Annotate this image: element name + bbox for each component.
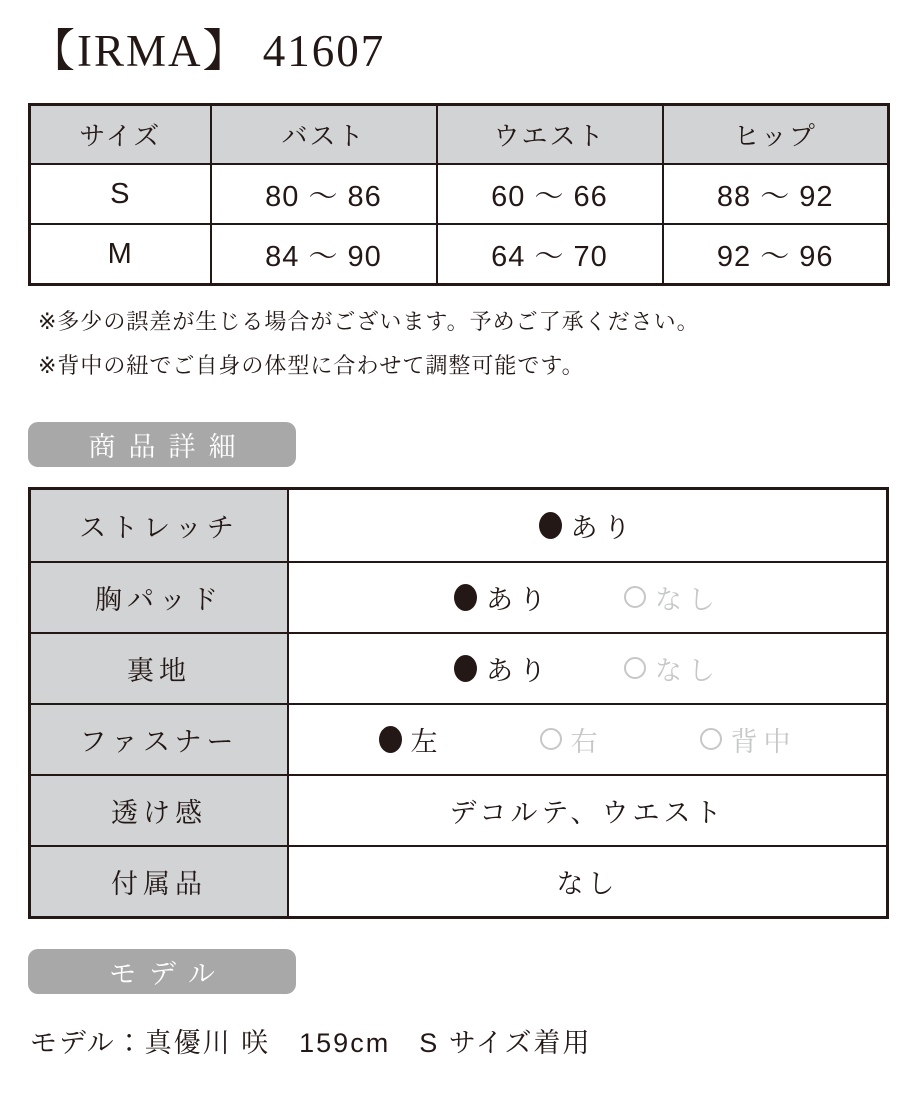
- option-marker-icon: [379, 726, 402, 753]
- detail-row-fastener: [31, 703, 886, 774]
- detail-label: 裏地: [31, 634, 289, 703]
- detail-row-accessories: [31, 845, 886, 916]
- option-marker-icon: [539, 512, 562, 539]
- size-m-bust: 84 ～ 90: [211, 224, 437, 284]
- size-s-hip: 88 ～ 92: [663, 164, 889, 224]
- size-s-cell: S: [30, 164, 211, 224]
- note-line: ※多少の誤差が生じる場合がございます。予めご了承ください。: [38, 308, 700, 334]
- table-row: [30, 224, 889, 284]
- option-marker-icon: [540, 728, 562, 750]
- detail-row-stretch: [31, 490, 886, 561]
- hip-column-header: ヒップ: [663, 104, 889, 164]
- option-fastener-back: 背中: [700, 720, 797, 759]
- option-lining-ari: あり: [454, 649, 552, 688]
- option-marker-icon: [624, 657, 646, 679]
- page-title: 【IRMA】 41607: [30, 26, 386, 76]
- option-fastener-right: 右: [540, 720, 604, 759]
- option-lining-nashi: なし: [624, 649, 721, 688]
- size-notes: [38, 308, 920, 380]
- model-heading-badge: モデル: [28, 949, 296, 994]
- detail-label: 付属品: [31, 847, 289, 916]
- detail-label: ストレッチ: [31, 490, 289, 561]
- size-table-header-row: [30, 104, 889, 164]
- detail-label: ファスナー: [31, 705, 289, 774]
- detail-value: デコルテ、ウエスト: [289, 776, 886, 845]
- detail-label: 胸パッド: [31, 563, 289, 632]
- product-details-table: [28, 487, 889, 919]
- option-marker-icon: [624, 586, 646, 608]
- option-fastener-left: 左: [379, 720, 444, 759]
- waist-column-header: ウエスト: [437, 104, 663, 164]
- size-m-cell: M: [30, 224, 211, 284]
- detail-row-sheerness: [31, 774, 886, 845]
- detail-value: なし: [289, 847, 886, 916]
- size-m-waist: 64 ～ 70: [437, 224, 663, 284]
- option-stretch-ari: あり: [539, 506, 637, 545]
- size-column-header: サイズ: [30, 104, 211, 164]
- detail-row-lining: [31, 632, 886, 703]
- size-s-waist: 60 ～ 66: [437, 164, 663, 224]
- size-table: [28, 103, 890, 286]
- option-marker-icon: [700, 728, 722, 750]
- product-details-heading-badge: 商品詳細: [28, 422, 296, 467]
- detail-row-chest-pad: [31, 561, 886, 632]
- detail-label: 透け感: [31, 776, 289, 845]
- option-pad-ari: あり: [454, 578, 552, 617]
- model-info: モデル：真優川 咲 159cm S サイズ着用: [30, 1027, 592, 1058]
- table-row: [30, 164, 889, 224]
- note-line: ※背中の紐でご自身の体型に合わせて調整可能です。: [38, 352, 585, 378]
- option-marker-icon: [454, 584, 477, 611]
- option-marker-icon: [454, 655, 477, 682]
- bust-column-header: バスト: [211, 104, 437, 164]
- size-m-hip: 92 ～ 96: [663, 224, 889, 284]
- size-s-bust: 80 ～ 86: [211, 164, 437, 224]
- option-pad-nashi: なし: [624, 578, 721, 617]
